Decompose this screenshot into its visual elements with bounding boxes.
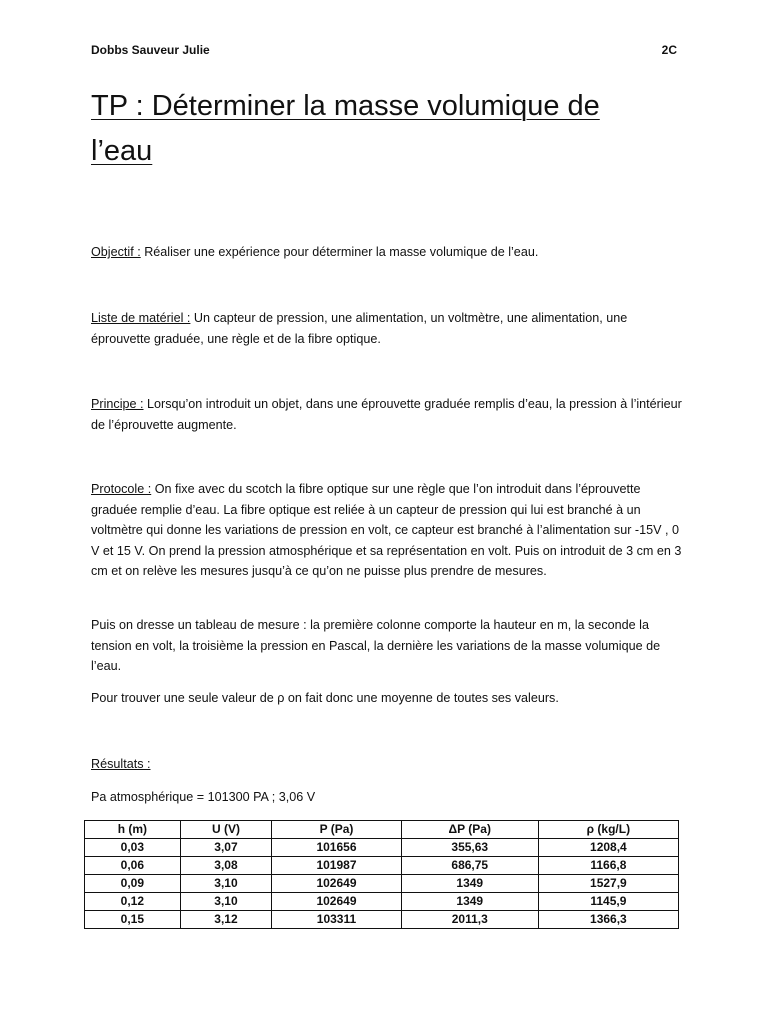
table-row <box>85 893 679 911</box>
table-cell: 0,03 <box>85 839 181 857</box>
table-header-row <box>85 821 679 839</box>
col-header-p: P (Pa) <box>272 821 402 839</box>
table-cell: 101656 <box>272 839 402 857</box>
title-line-2: l’eau <box>91 135 153 167</box>
results-table <box>84 820 679 929</box>
table-cell: 1208,4 <box>538 839 678 857</box>
table-row <box>85 875 679 893</box>
table-cell: 3,08 <box>180 857 272 875</box>
table-cell: 0,09 <box>85 875 181 893</box>
col-header-rho: ρ (kg/L) <box>538 821 678 839</box>
col-header-u: U (V) <box>180 821 272 839</box>
table-cell: 1366,3 <box>538 911 678 929</box>
table-cell: 1145,9 <box>538 893 678 911</box>
materiel-text: Un capteur de pression, une alimentation, un voltmètre, une alimentation, une éprouvette graduée, une règle et de la fibre optique. <box>91 311 628 346</box>
principe-label: Principe : <box>91 397 144 411</box>
col-header-delta-p: ΔP (Pa) <box>401 821 538 839</box>
table-cell: 3,10 <box>180 875 272 893</box>
table-row <box>85 911 679 929</box>
materiel-label: Liste de matériel : <box>91 311 191 325</box>
table-cell: 103311 <box>272 911 402 929</box>
objectif-paragraph <box>91 242 683 263</box>
table-cell: 1166,8 <box>538 857 678 875</box>
table-cell: 0,06 <box>85 857 181 875</box>
table-cell: 0,12 <box>85 893 181 911</box>
table-cell: 1349 <box>401 893 538 911</box>
table-cell: 101987 <box>272 857 402 875</box>
table-row <box>85 839 679 857</box>
moyenne-paragraph: Pour trouver une seule valeur de ρ on fait donc une moyenne de toutes ses valeurs. <box>91 691 559 705</box>
materiel-paragraph <box>91 308 683 349</box>
protocole-label: Protocole : <box>91 482 152 496</box>
table-cell: 102649 <box>272 893 402 911</box>
principe-text: Lorsqu’on introduit un objet, dans une éprouvette graduée remplis d’eau, la pression à l’intérieur de l’éprouvette augmente. <box>91 397 682 432</box>
protocole-paragraph <box>91 479 683 582</box>
table-cell: 1349 <box>401 875 538 893</box>
objectif-text: Réaliser une expérience pour déterminer la masse volumique de l’eau. <box>140 245 539 259</box>
table-cell: 102649 <box>272 875 402 893</box>
table-cell: 3,10 <box>180 893 272 911</box>
tableau-paragraph: Puis on dresse un tableau de mesure : la première colonne comporte la hauteur en m, la seconde la tension en volt, la troisième la pression en Pascal, la dernière les variations de la masse volumique de l’eau. <box>91 618 661 673</box>
table-cell: 686,75 <box>401 857 538 875</box>
protocole-text: On fixe avec du scotch la fibre optique sur une règle que l’on introduit dans l’éprouvette graduée remplie d’eau. La fibre optique est reliée à un capteur de pression qui lui est branché à un voltmètre qui donne les variations de pression en volt, ce capteur est branché à l’alimentation sur -15V , 0 V et 15 V. On prend la pression atmosphérique et sa représentation en volt. Puis on introduit de 3 cm en 3 cm et on relève les mesures jusqu’à ce qu’on ne puisse plus prendre de mesures. <box>91 482 682 578</box>
objectif-label: Objectif : <box>91 245 141 259</box>
table-cell: 0,15 <box>85 911 181 929</box>
table-row <box>85 857 679 875</box>
header-author: Dobbs Sauveur Julie <box>91 43 210 57</box>
title-line-1: TP : Déterminer la masse volumique de <box>91 90 600 122</box>
patm-line: Pa atmosphérique = 101300 PA ; 3,06 V <box>91 790 316 804</box>
principe-paragraph <box>91 394 683 435</box>
resultats-heading <box>91 754 683 775</box>
table-cell: 2011,3 <box>401 911 538 929</box>
resultats-label: Résultats : <box>91 757 151 771</box>
page-title <box>91 84 691 174</box>
col-header-h: h (m) <box>85 821 181 839</box>
header-class: 2C <box>661 43 677 57</box>
table-cell: 355,63 <box>401 839 538 857</box>
table-cell: 1527,9 <box>538 875 678 893</box>
table-cell: 3,07 <box>180 839 272 857</box>
table-cell: 3,12 <box>180 911 272 929</box>
